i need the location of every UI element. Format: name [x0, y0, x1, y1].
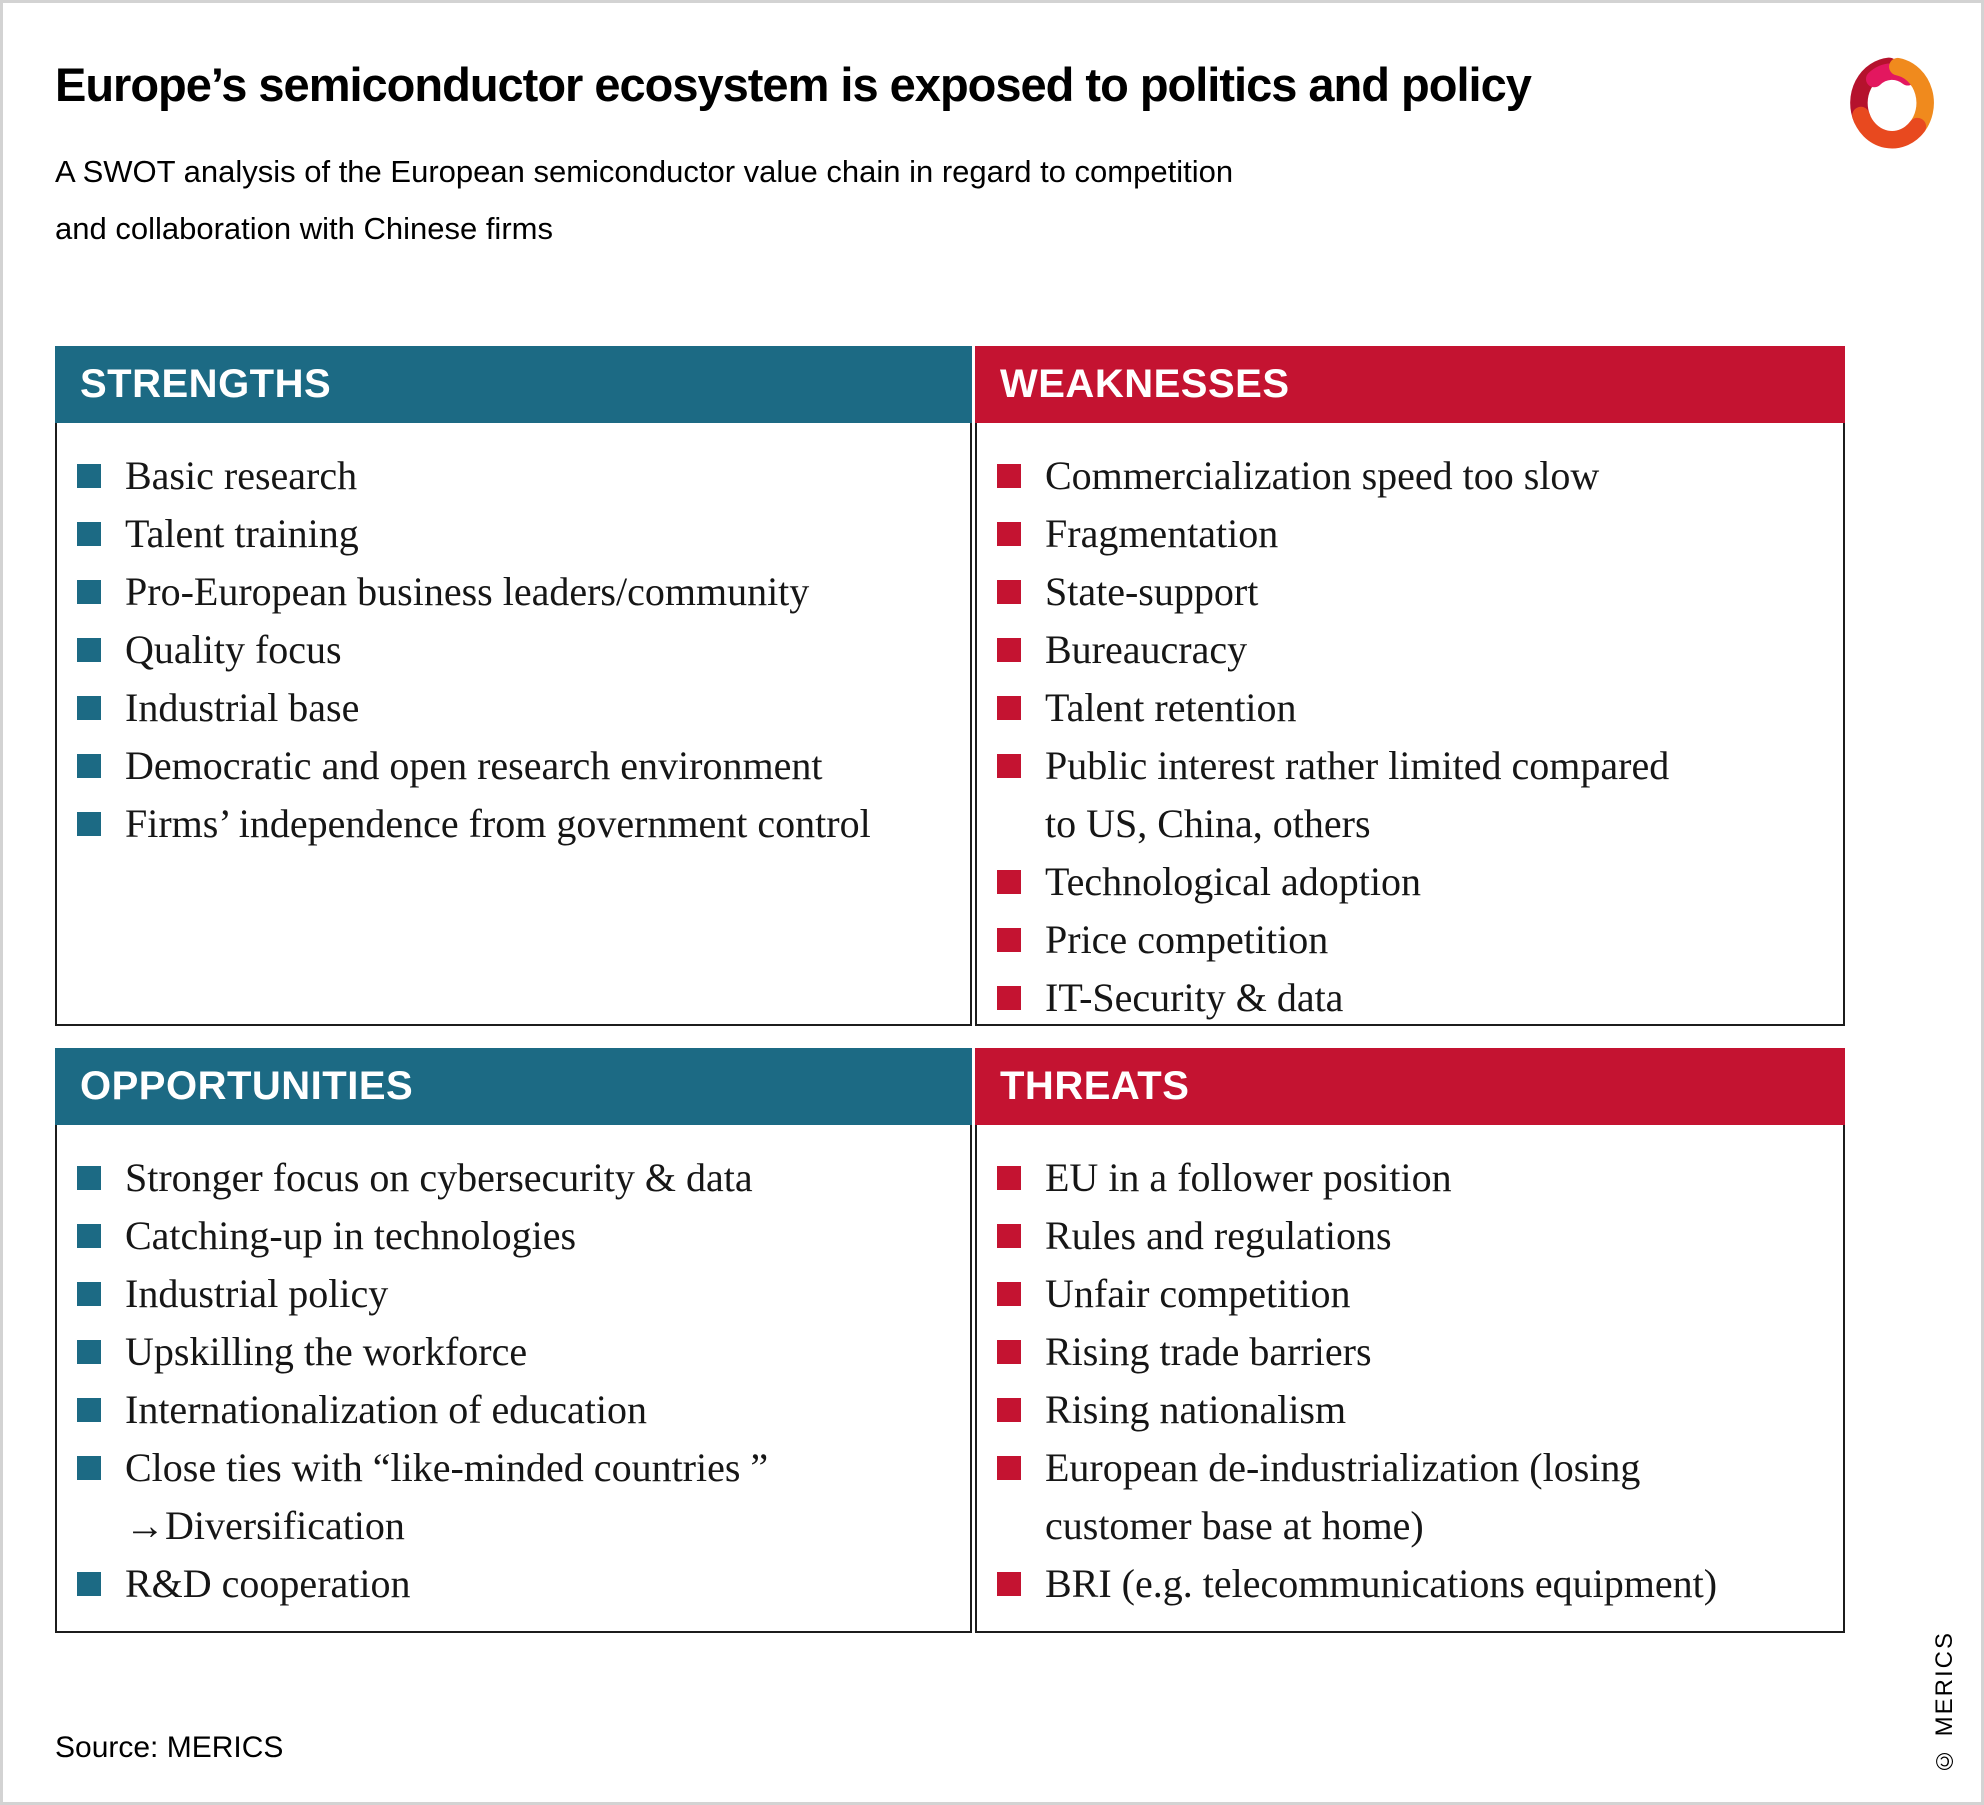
- bullet-square-icon: [77, 1340, 101, 1364]
- list-item: [977, 853, 1843, 911]
- list-item-text: Catching-up in technologies: [125, 1213, 577, 1258]
- list-item: [57, 795, 970, 853]
- list-item: [977, 1265, 1843, 1323]
- source-note: Source: MERICS: [55, 1731, 284, 1764]
- list-item-text: Rising nationalism: [1045, 1387, 1347, 1432]
- list-item: [977, 969, 1843, 1027]
- list-item: [977, 447, 1843, 505]
- bullet-square-icon: [77, 1166, 101, 1190]
- list-item: [57, 1323, 970, 1381]
- subtitle-line-1: A SWOT analysis of the European semiconductor value chain in regard to competition: [55, 154, 1234, 189]
- list-item-text: EU in a follower position: [1045, 1155, 1452, 1200]
- list-item-text: European de-industrialization (losing: [1045, 1445, 1641, 1490]
- bullet-square-icon: [997, 1224, 1021, 1248]
- bullet-square-icon: [997, 1282, 1021, 1306]
- list-item: [977, 911, 1843, 969]
- quadrant-weaknesses: [975, 346, 1845, 1026]
- quadrant-body-threats: [975, 1125, 1845, 1633]
- bullet-square-icon: [997, 870, 1021, 894]
- quadrant-header-strengths: [55, 346, 972, 423]
- bullet-square-icon: [77, 1456, 101, 1480]
- list-item-text: R&D cooperation: [125, 1561, 411, 1606]
- list-item: [977, 1381, 1843, 1439]
- bullet-square-icon: [997, 522, 1021, 546]
- list-item-text: State-support: [1045, 569, 1259, 614]
- list-item-text: Talent training: [125, 511, 359, 556]
- list-item: [977, 1149, 1843, 1207]
- bullet-square-icon: [77, 522, 101, 546]
- list-item-text: Talent retention: [1045, 685, 1297, 730]
- bullet-square-icon: [997, 464, 1021, 488]
- list-item-text: Quality focus: [125, 627, 342, 672]
- subtitle-line-2: and collaboration with Chinese firms: [55, 211, 553, 246]
- strengths-list: [57, 423, 970, 853]
- bullet-square-icon: [997, 1456, 1021, 1480]
- quadrant-title-weaknesses: WEAKNESSES: [1000, 362, 1290, 406]
- list-item-continued: [977, 1497, 1843, 1555]
- list-item: [977, 1555, 1843, 1613]
- list-item: [977, 1439, 1843, 1497]
- list-item-text: Industrial policy: [125, 1271, 389, 1316]
- quadrant-title-opportunities: OPPORTUNITIES: [80, 1064, 414, 1108]
- list-item-text: Basic research: [125, 453, 358, 498]
- list-item: [57, 737, 970, 795]
- bullet-square-icon: [997, 638, 1021, 662]
- bullet-square-icon: [77, 812, 101, 836]
- list-item: [57, 1439, 970, 1497]
- bullet-square-icon: [77, 1224, 101, 1248]
- bullet-square-icon: [77, 754, 101, 778]
- list-item: [57, 1265, 970, 1323]
- bullet-square-icon: [997, 1340, 1021, 1364]
- weaknesses-list: [977, 423, 1843, 1027]
- list-item: [57, 447, 970, 505]
- list-item: [977, 1323, 1843, 1381]
- quadrant-threats: [975, 1048, 1845, 1633]
- list-item: [977, 737, 1843, 795]
- swot-grid: [55, 346, 1845, 1634]
- list-item-text: Commercialization speed too slow: [1045, 453, 1600, 498]
- list-item-text: Public interest rather limited compared: [1045, 743, 1670, 788]
- list-item: [57, 679, 970, 737]
- list-item: [57, 1149, 970, 1207]
- quadrant-header-opportunities: [55, 1048, 972, 1125]
- list-item-text: Internationalization of education: [125, 1387, 648, 1432]
- merics-logo-icon: [1846, 49, 1938, 155]
- list-item: [57, 1381, 970, 1439]
- bullet-square-icon: [997, 986, 1021, 1010]
- list-item-text: Price competition: [1045, 917, 1329, 962]
- bullet-square-icon: [997, 1572, 1021, 1596]
- list-item-text: BRI (e.g. telecommunications equipment): [1045, 1561, 1718, 1606]
- list-item-text: Pro-European business leaders/community: [125, 569, 810, 614]
- page-subtitle: [55, 143, 1655, 257]
- list-item-text: Firms’ independence from government control: [125, 801, 871, 846]
- list-item-text: Upskilling the workforce: [125, 1329, 528, 1374]
- quadrant-body-weaknesses: [975, 423, 1845, 1026]
- quadrant-title-threats: THREATS: [1000, 1064, 1190, 1108]
- list-item-text: IT-Security & data: [1045, 975, 1344, 1020]
- list-item-text: →Diversification: [125, 1503, 405, 1548]
- list-item: [57, 563, 970, 621]
- list-item-text: Rising trade barriers: [1045, 1329, 1372, 1374]
- bullet-square-icon: [77, 1572, 101, 1596]
- bullet-square-icon: [77, 1282, 101, 1306]
- list-item: [57, 1555, 970, 1613]
- bullet-square-icon: [997, 1166, 1021, 1190]
- list-item-text: Close ties with “like-minded countries ”: [125, 1445, 769, 1490]
- bullet-square-icon: [77, 580, 101, 604]
- quadrant-body-strengths: [55, 423, 972, 1026]
- list-item-text: Industrial base: [125, 685, 360, 730]
- list-item: [977, 679, 1843, 737]
- bullet-square-icon: [77, 1398, 101, 1422]
- bullet-square-icon: [77, 464, 101, 488]
- quadrant-opportunities: [55, 1048, 972, 1633]
- copyright-note: © MERICS: [1931, 1630, 1958, 1774]
- list-item-text: Bureaucracy: [1045, 627, 1248, 672]
- list-item: [57, 621, 970, 679]
- list-item-text: Democratic and open research environment: [125, 743, 823, 788]
- quadrant-body-opportunities: [55, 1125, 972, 1633]
- bullet-square-icon: [997, 928, 1021, 952]
- list-item-text: Unfair competition: [1045, 1271, 1351, 1316]
- list-item: [977, 563, 1843, 621]
- list-item: [57, 505, 970, 563]
- bullet-square-icon: [997, 1398, 1021, 1422]
- opportunities-list: [57, 1125, 970, 1613]
- list-item-text: to US, China, others: [1045, 801, 1371, 846]
- quadrant-header-weaknesses: [975, 346, 1845, 423]
- list-item-text: Rules and regulations: [1045, 1213, 1392, 1258]
- list-item: [977, 505, 1843, 563]
- page-title: Europe’s semiconductor ecosystem is exposed to politics and policy: [55, 58, 1531, 111]
- threats-list: [977, 1125, 1843, 1613]
- list-item-text: Fragmentation: [1045, 511, 1279, 556]
- quadrant-title-strengths: STRENGTHS: [80, 362, 332, 406]
- list-item-text: Technological adoption: [1045, 859, 1421, 904]
- list-item-continued: [977, 795, 1843, 853]
- bullet-square-icon: [997, 580, 1021, 604]
- bullet-square-icon: [77, 638, 101, 662]
- bullet-square-icon: [997, 754, 1021, 778]
- quadrant-strengths: [55, 346, 972, 1026]
- bullet-square-icon: [77, 696, 101, 720]
- quadrant-header-threats: [975, 1048, 1845, 1125]
- list-item-text: Stronger focus on cybersecurity & data: [125, 1155, 753, 1200]
- list-item-text: customer base at home): [1045, 1503, 1424, 1548]
- list-item: [57, 1207, 970, 1265]
- list-item: [977, 1207, 1843, 1265]
- list-item-continued: [57, 1497, 970, 1555]
- list-item: [977, 621, 1843, 679]
- bullet-square-icon: [997, 696, 1021, 720]
